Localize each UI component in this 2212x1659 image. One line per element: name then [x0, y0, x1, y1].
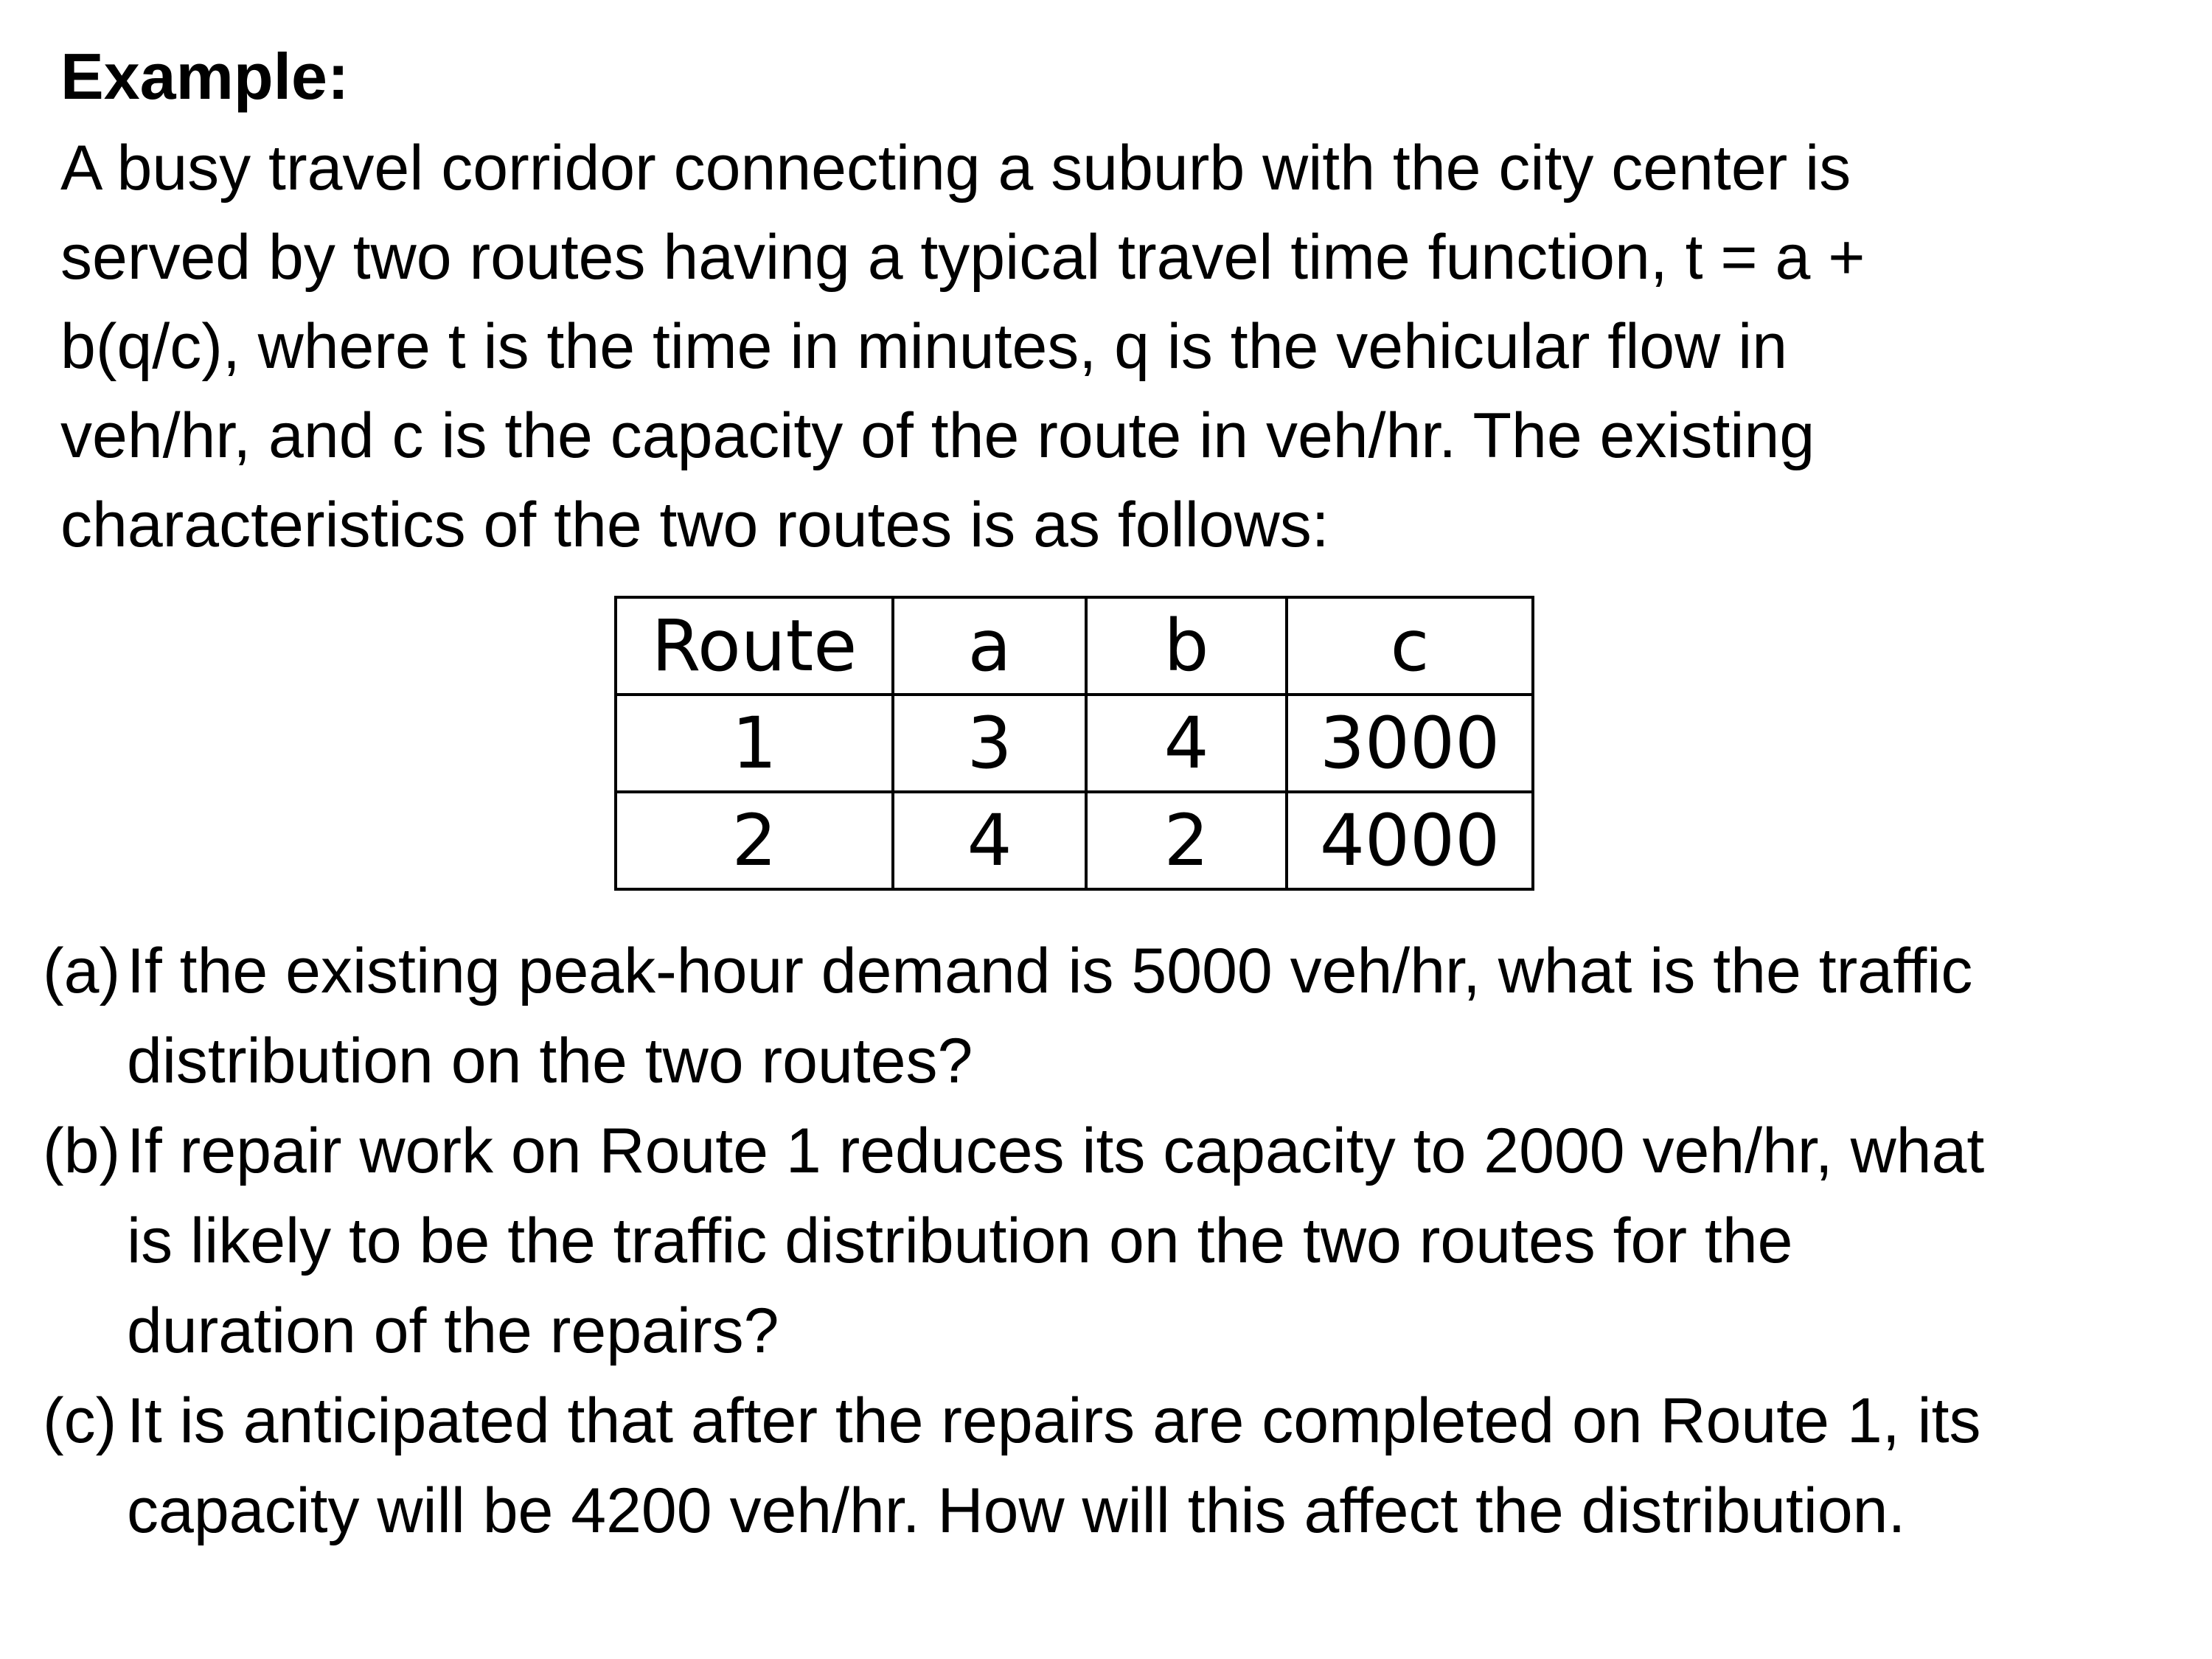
cell-route: 1: [616, 695, 893, 792]
question-line: is likely to be the traffic distribution on the two routes for the: [127, 1206, 1793, 1276]
table-row: [616, 792, 1533, 889]
question-c: [43, 1376, 2166, 1556]
intro-line: characteristics of the two routes is as follows:: [60, 490, 1329, 560]
cell-route: 2: [616, 792, 893, 889]
header-b: b: [1086, 597, 1287, 695]
question-b: [43, 1106, 2166, 1376]
question-marker: (a): [43, 936, 121, 1006]
cell-c: 4000: [1287, 792, 1533, 889]
question-line: capacity will be 4200 veh/hr. How will this affect the distribution.: [127, 1475, 1906, 1546]
header-a: a: [893, 597, 1086, 695]
intro-paragraph: [60, 124, 2110, 570]
question-line: It is anticipated that after the repairs are completed on Route 1, its: [127, 1385, 1981, 1456]
question-marker: (b): [43, 1116, 121, 1186]
cell-a: 4: [893, 792, 1086, 889]
question-list: [43, 926, 2166, 1556]
intro-line: veh/hr, and c is the capacity of the route in veh/hr. The existing: [60, 400, 1815, 471]
header-route: Route: [616, 597, 893, 695]
question-line: If repair work on Route 1 reduces its capacity to 2000 veh/hr, what: [127, 1116, 1985, 1186]
intro-line: served by two routes having a typical travel time function, t = a +: [60, 222, 1865, 293]
table-row: [616, 695, 1533, 792]
question-line: distribution on the two routes?: [127, 1026, 973, 1096]
intro-line: b(q/c), where t is the time in minutes, q is the vehicular flow in: [60, 311, 1788, 382]
question-line: duration of the repairs?: [127, 1295, 779, 1366]
header-c: c: [1287, 597, 1533, 695]
example-heading: Example:: [60, 40, 349, 113]
intro-line: A busy travel corridor connecting a suburb with the city center is: [60, 133, 1851, 204]
cell-b: 2: [1086, 792, 1287, 889]
route-table-container: [614, 596, 1534, 891]
cell-b: 4: [1086, 695, 1287, 792]
table-header-row: [616, 597, 1533, 695]
question-a: [43, 926, 2166, 1106]
question-marker: (c): [43, 1385, 117, 1456]
question-line: If the existing peak-hour demand is 5000 veh/hr, what is the traffic: [127, 936, 1973, 1006]
cell-c: 3000: [1287, 695, 1533, 792]
route-characteristics-table: [614, 596, 1534, 891]
cell-a: 3: [893, 695, 1086, 792]
